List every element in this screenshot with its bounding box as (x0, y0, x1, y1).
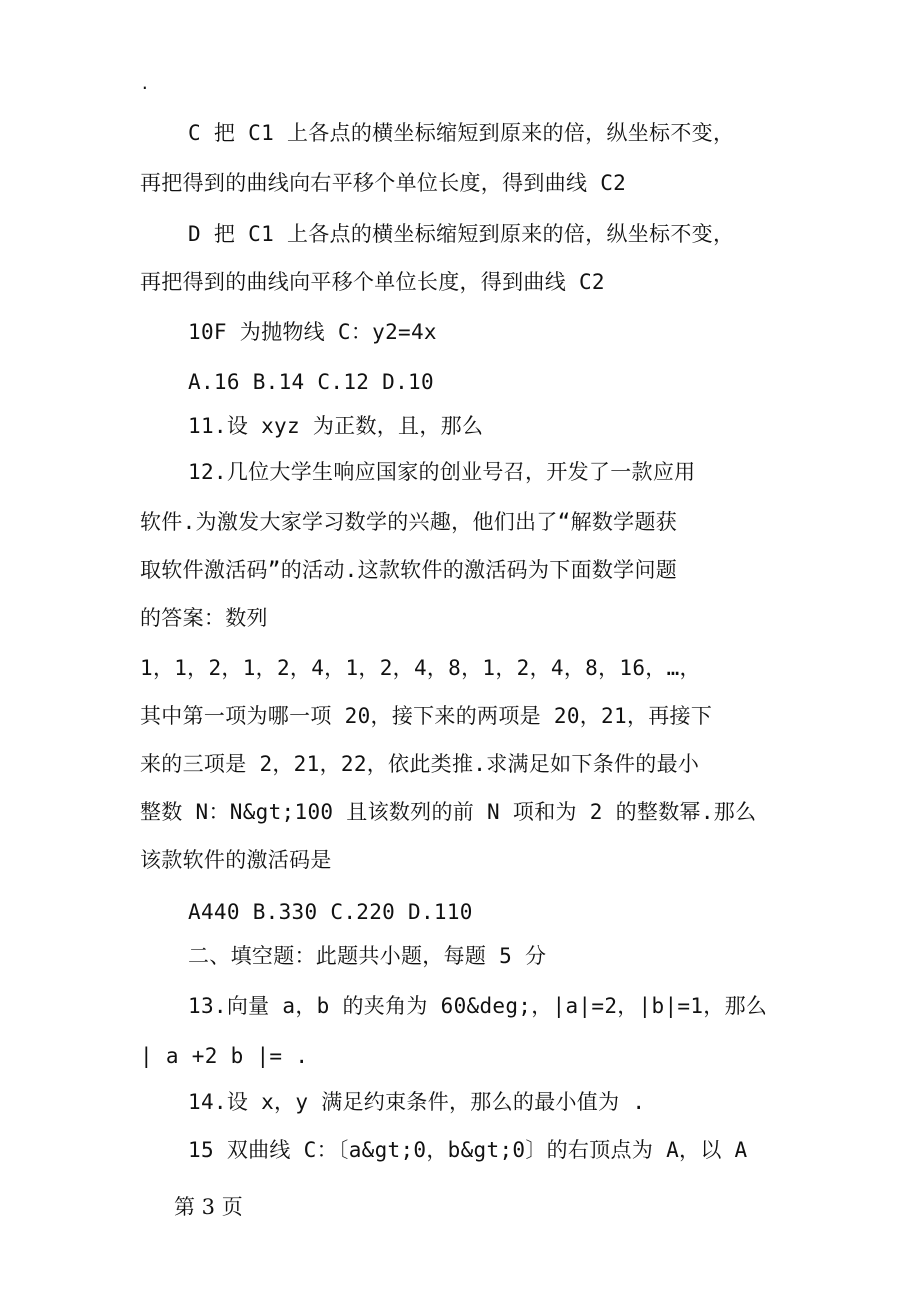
text-line-question-12-1: 12.几位大学生响应国家的创业号召，开发了一款应用 (188, 460, 696, 484)
text-line-question-12-2: 软件.为激发大家学习数学的兴趣，他们出了“解数学题获 (140, 510, 678, 534)
text-line-question-14: 14.设 x，y 满足约束条件，那么的最小值为 . (188, 1090, 646, 1114)
text-line-question-12-8: 该款软件的激活码是 (140, 848, 332, 872)
text-line-question-12-options: A440 B.330 C.220 D.110 (188, 900, 473, 924)
text-line-option-d-2: 再把得到的曲线向平移个单位长度，得到曲线 C2 (140, 270, 605, 294)
text-line-question-13-2: | a +2 b |= . (140, 1044, 309, 1068)
text-line-question-12-6: 来的三项是 2，21，22，依此类推.求满足如下条件的最小 (140, 752, 700, 776)
text-line-question-15: 15 双曲线 C：〔a&gt;0，b&gt;0〕的右顶点为 A，以 A (188, 1138, 748, 1162)
text-line-question-12-sequence: 1，1，2，1，2，4，1，2，4，8，1，2，4，8，16，…， (140, 656, 701, 680)
text-line-question-11: 11.设 xyz 为正数，且，那么 (188, 414, 484, 438)
text-line-option-c-1: C 把 C1 上各点的横坐标缩短到原来的倍，纵坐标不变， (188, 121, 735, 145)
text-line-question-13-1: 13.向量 a，b 的夹角为 60&deg;，|a|=2，|b|=1，那么 (188, 994, 768, 1018)
text-line-section-fill-blank: 二、填空题：此题共小题，每题 5 分 (188, 944, 547, 968)
text-line-option-d-1: D 把 C1 上各点的横坐标缩短到原来的倍，纵坐标不变， (188, 222, 735, 246)
header-dot: . (140, 74, 150, 93)
text-line-question-12-4: 的答案：数列 (140, 606, 268, 630)
text-line-question-10-options: A.16 B.14 C.12 D.10 (188, 370, 434, 394)
text-line-option-c-2: 再把得到的曲线向右平移个单位长度，得到曲线 C2 (140, 171, 627, 195)
text-line-question-12-3: 取软件激活码”的活动.这款软件的激活码为下面数学问题 (140, 558, 678, 582)
page-number-footer: 第 3 页 (174, 1195, 243, 1219)
text-line-question-12-5: 其中第一项为哪一项 20，接下来的两项是 20，21，再接下 (140, 704, 713, 728)
text-line-question-12-7: 整数 N：N&gt;100 且该数列的前 N 项和为 2 的整数幂.那么 (140, 800, 757, 824)
text-line-question-10: 10F 为抛物线 C：y2=4x (188, 320, 437, 344)
